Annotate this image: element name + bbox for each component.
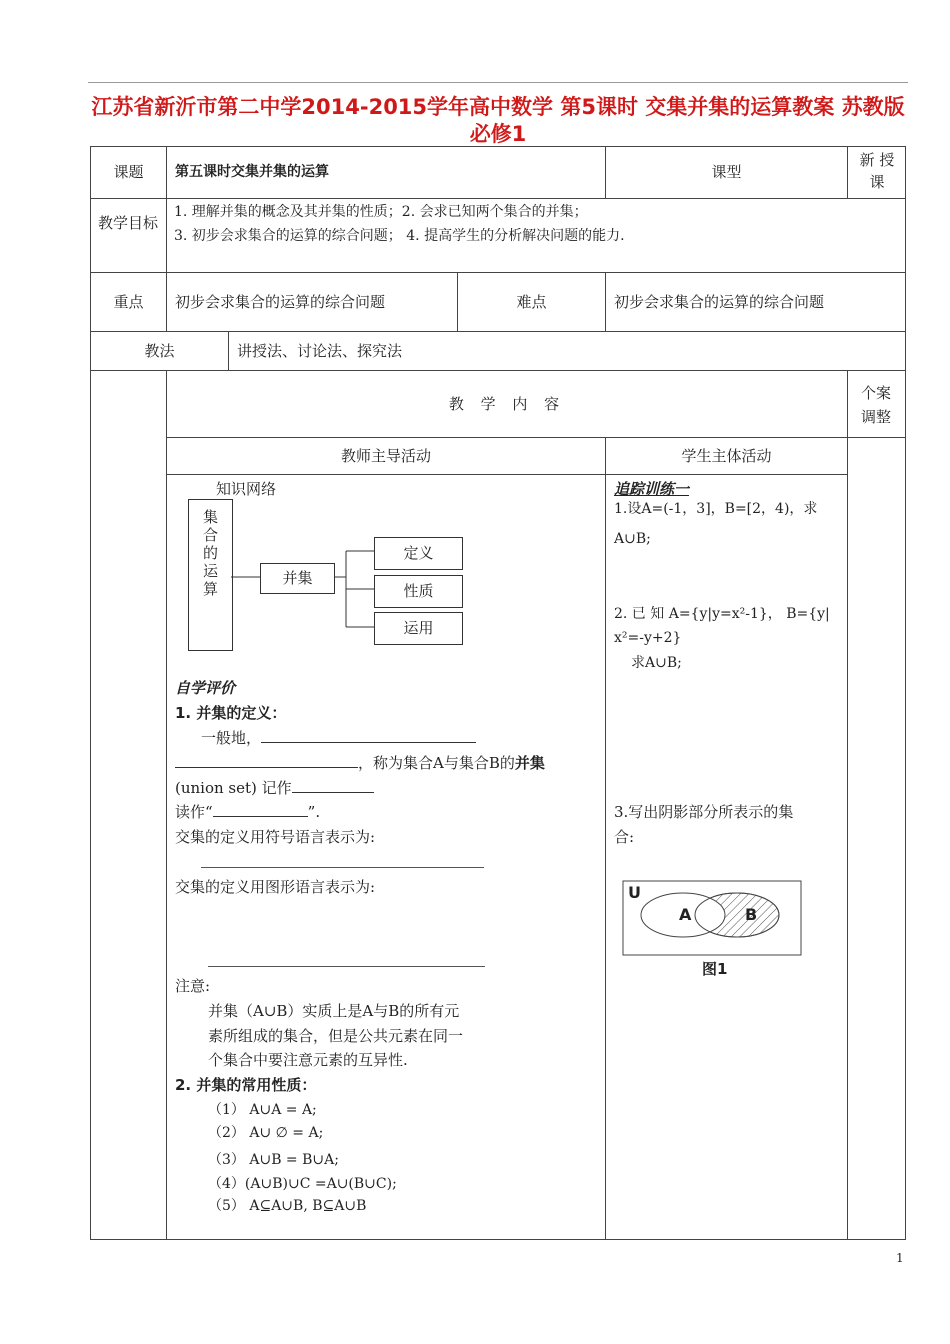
definition-union-term: 并集 bbox=[514, 754, 545, 772]
table-border bbox=[166, 474, 847, 475]
definition-intro: 一般地， bbox=[201, 729, 262, 747]
teacher-activity-heading: 教师主导活动 bbox=[340, 447, 431, 465]
question-1-line-1: 1.设A=(-1，3]，B=[2，4)，求 bbox=[614, 501, 818, 517]
method-label: 教法 bbox=[144, 342, 175, 360]
network-leaf-box bbox=[374, 575, 463, 608]
table-border bbox=[166, 437, 906, 438]
definition-union-text: ，称为集合A与集合B的 bbox=[358, 754, 515, 772]
question-3-line-2: 合: bbox=[614, 828, 635, 846]
note-line: 个集合中要注意元素的互异性. bbox=[208, 1051, 408, 1069]
self-eval-heading: 自学评价 bbox=[175, 679, 236, 697]
type-value: 新 授 课 bbox=[859, 151, 895, 191]
note-line: 并集（A∪B）实质上是A与B的所有元 bbox=[208, 1002, 460, 1020]
property-item: （4）(A∪B)∪C =A∪(B∪C); bbox=[208, 1176, 397, 1192]
student-activity-heading: 学生主体活动 bbox=[681, 447, 772, 465]
lesson-value: 第五课时交集并集的运算 bbox=[175, 164, 329, 180]
table-border bbox=[90, 272, 906, 273]
property-item: （3） A∪B = B∪A; bbox=[208, 1152, 339, 1168]
definition-read-as: 读作“ bbox=[175, 803, 213, 821]
property-item: （5） A⊆A∪B, B⊆A∪B bbox=[208, 1198, 367, 1214]
blank bbox=[175, 752, 358, 768]
network-root-box bbox=[188, 499, 233, 651]
question-3-line-1: 3.写出阴影部分所表示的集 bbox=[614, 803, 794, 821]
symbol-language: 交集的定义用符号语言表示为: bbox=[175, 828, 376, 846]
question-2-line-3: 求A∪B; bbox=[631, 655, 682, 671]
definition-notation: (union set) 记作 bbox=[175, 779, 292, 797]
page-number: 1 bbox=[896, 1251, 904, 1265]
definition-line-3 bbox=[175, 777, 374, 799]
table-border bbox=[847, 370, 848, 1239]
table-border bbox=[847, 146, 848, 198]
question-2-line-2: x²=-y+2} bbox=[614, 630, 682, 646]
document-title: 江苏省新沂市第二中学2014-2015学年高中数学 第5课时 交集并集的运算教案 苏教版必修1 bbox=[91, 95, 905, 146]
property-item: （2） A∪ ∅ = A; bbox=[208, 1125, 324, 1141]
answer-line bbox=[201, 867, 484, 868]
type-label: 课型 bbox=[711, 163, 742, 181]
venn-label-b: B bbox=[745, 905, 758, 924]
venn-label-a: A bbox=[679, 905, 692, 924]
network-leaf-label: 运用 bbox=[403, 619, 434, 637]
question-1-line-2: A∪B; bbox=[614, 531, 651, 547]
graphic-language: 交集的定义用图形语言表示为: bbox=[175, 878, 376, 896]
goals-line-2: 3. 初步会求集合的运算的综合问题； 4. 提高学生的分析解决问题的能力. bbox=[174, 228, 625, 244]
note-line: 素所组成的集合，但是公共元素在同一 bbox=[208, 1027, 464, 1045]
property-item: （1） A∪A = A; bbox=[208, 1102, 317, 1118]
network-title: 知识网络 bbox=[216, 480, 277, 498]
table-border bbox=[228, 331, 229, 370]
properties-heading: 2. 并集的常用性质： bbox=[175, 1076, 317, 1094]
network-middle-box bbox=[260, 563, 335, 594]
blank bbox=[261, 727, 476, 743]
table-border bbox=[90, 370, 906, 371]
table-border bbox=[166, 272, 167, 331]
table-border bbox=[90, 146, 906, 147]
network-root-label: 集合的运算 bbox=[202, 508, 218, 598]
network-middle-label: 并集 bbox=[282, 569, 313, 587]
venn-label-u: U bbox=[628, 883, 641, 902]
training-heading: 追踪训练一 bbox=[614, 480, 690, 498]
definition-line-4 bbox=[175, 801, 320, 823]
blank bbox=[213, 801, 308, 817]
adjust-heading: 个案调整 bbox=[860, 384, 891, 426]
definition-heading: 1. 并集的定义： bbox=[175, 704, 287, 722]
table-border bbox=[166, 146, 167, 272]
table-border bbox=[166, 370, 167, 1239]
venn-diagram bbox=[620, 878, 806, 958]
method-value: 讲授法、讨论法、探究法 bbox=[237, 342, 403, 360]
note-label: 注意: bbox=[175, 977, 211, 995]
content-heading: 教 学 内 容 bbox=[448, 395, 566, 413]
network-leaf-box bbox=[374, 612, 463, 645]
hard-value: 初步会求集合的运算的综合问题 bbox=[614, 293, 825, 311]
goals-label: 教学目标 bbox=[97, 214, 158, 232]
table-border bbox=[90, 198, 906, 199]
definition-line-2 bbox=[175, 752, 545, 774]
network-leaf-box bbox=[374, 537, 463, 570]
blank bbox=[292, 777, 374, 793]
table-border bbox=[605, 437, 606, 1239]
answer-line bbox=[208, 966, 485, 967]
definition-line-1 bbox=[201, 727, 476, 749]
figure-caption: 图1 bbox=[702, 960, 728, 978]
key-label: 重点 bbox=[113, 293, 144, 311]
key-value: 初步会求集合的运算的综合问题 bbox=[175, 293, 386, 311]
definition-read-end: ”. bbox=[307, 803, 321, 821]
hard-label: 难点 bbox=[516, 293, 547, 311]
question-2-line-1: 2. 已 知 A={y|y=x²-1}， B={y| bbox=[614, 606, 830, 622]
table-border bbox=[605, 272, 606, 331]
table-border bbox=[905, 146, 906, 1239]
table-border bbox=[90, 331, 906, 332]
goals-line-1: 1. 理解并集的概念及其并集的性质；2. 会求已知两个集合的并集； bbox=[174, 204, 588, 220]
table-border bbox=[90, 1239, 906, 1240]
top-rule bbox=[88, 82, 908, 83]
lesson-label: 课题 bbox=[113, 163, 144, 181]
network-leaf-label: 定义 bbox=[403, 544, 434, 562]
network-leaf-label: 性质 bbox=[403, 582, 434, 600]
